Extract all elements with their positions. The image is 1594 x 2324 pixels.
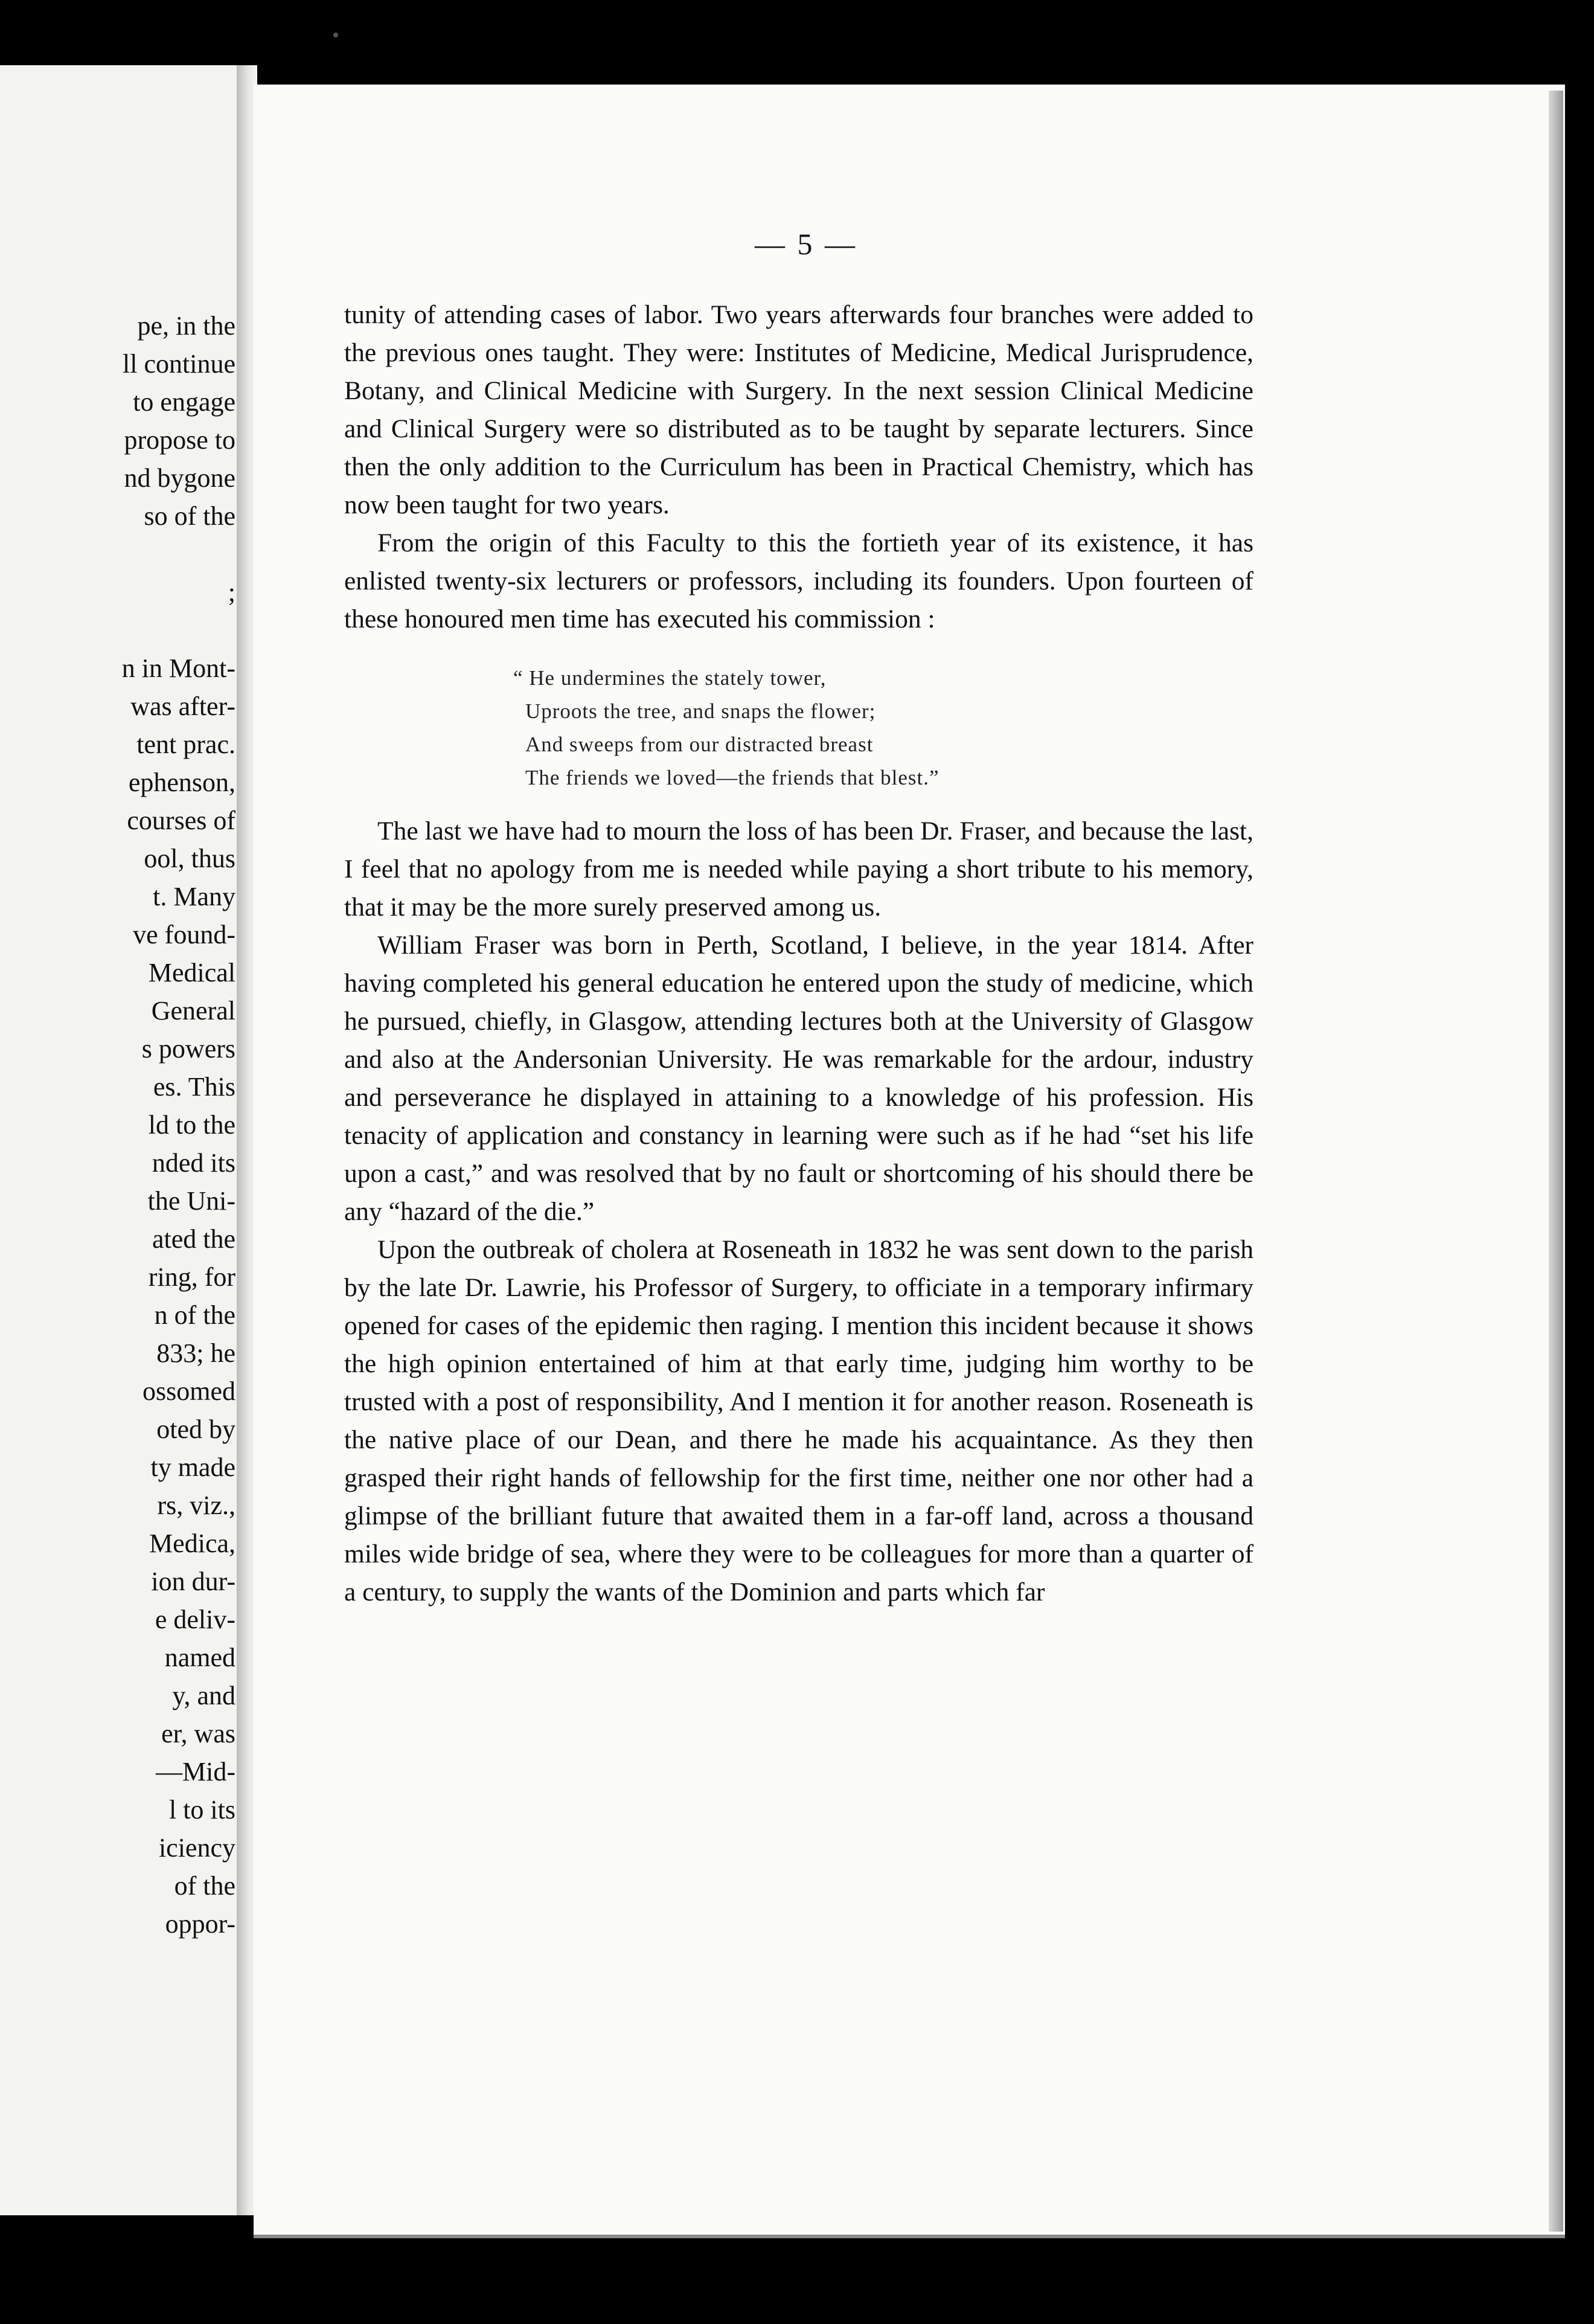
- page-number: — 5 —: [755, 227, 857, 261]
- facing-page-line: Medica,: [149, 1529, 235, 1558]
- facing-page-line: iciency: [158, 1833, 235, 1863]
- facing-page-line: ephenson,: [128, 768, 235, 797]
- facing-page-line: rs, viz.,: [157, 1491, 235, 1520]
- scan-speck: [333, 33, 338, 37]
- facing-page-line: propose to: [124, 425, 235, 455]
- poem-line: And sweeps from our distracted breast: [525, 733, 874, 756]
- facing-page: [0, 65, 240, 2215]
- facing-page-line: 833; he: [156, 1338, 235, 1368]
- facing-page-line: the Uni-: [147, 1186, 235, 1216]
- facing-page-line: ossomed: [142, 1376, 235, 1406]
- poem-line: The friends we loved—the friends that blest.”: [525, 766, 939, 789]
- facing-page-line: ated the: [152, 1224, 235, 1254]
- facing-page-text: [0, 307, 240, 1943]
- facing-page-line: ve found-: [133, 920, 235, 949]
- facing-page-line: pe, in the: [137, 311, 235, 341]
- facing-page-line: es. This: [153, 1072, 235, 1102]
- page-edge: [1549, 91, 1563, 2232]
- paragraph: tunity of attending cases of labor. Two years afterwards four branches were added to the previous ones taught. They were: Institutes of Medicine, Medical Jurisprudence, Botany, and Clinical Medicine with Surgery. In the next session Clinical Medicine and Clinical Surgery were so distributed as to be taught by separate lecturers. Since then the only addition to the Curriculum has been in Practical Chemistry, which has now been taught for two years.: [344, 300, 1253, 519]
- facing-page-line: [0, 611, 235, 649]
- facing-page-line: tent prac.: [136, 730, 235, 759]
- facing-page-line: oppor-: [165, 1909, 235, 1939]
- facing-page-line: n in Mont-: [121, 653, 235, 683]
- facing-page-line: er, was: [161, 1719, 235, 1748]
- facing-page-line: nded its: [152, 1148, 235, 1178]
- paragraph: From the origin of this Faculty to this the fortieth year of its existence, it has enlisted twenty-six lecturers or professors, including its founders. Upon fourteen of these honoured men time has executed his commission :: [344, 528, 1253, 634]
- facing-page-line: so of the: [144, 501, 235, 531]
- facing-page-line: [0, 535, 235, 573]
- facing-page-line: n of the: [154, 1300, 235, 1330]
- paragraph: The last we have had to mourn the loss of has been Dr. Fraser, and because the last, I feel that no apology from me is needed while paying a short tribute to his memory, that it may be the more surely preserved among us.: [344, 817, 1253, 922]
- poem-line: “ He undermines the stately tower,: [513, 666, 827, 690]
- facing-page-line: ion dur-: [151, 1567, 235, 1596]
- facing-page-line: courses of: [127, 806, 235, 835]
- facing-page-line: t. Many: [153, 882, 235, 911]
- facing-page-line: ool, thus: [144, 844, 235, 873]
- facing-page-line: oted by: [156, 1414, 235, 1444]
- facing-page-line: to engage: [133, 387, 235, 417]
- facing-page-line: y, and: [172, 1681, 235, 1710]
- facing-page-line: ring, for: [148, 1262, 235, 1292]
- facing-page-line: s powers: [141, 1034, 235, 1064]
- paragraph: Upon the outbreak of cholera at Roseneath in 1832 he was sent down to the parish by the late Dr. Lawrie, his Professor of Surgery, to officiate in a temporary infirmary opened for cases of the epidemic then raging. I mention this incident because it shows the high opinion entertained of him at that early time, judging him worthy to be trusted with a post of responsibility, And I mention it for another reason. Roseneath is the native place of our Dean, and there he made his acquaintance. As they then grasped their right hands of fellowship for the first time, neither one nor other had a glimpse of the brilliant future that awaited them in a far-off land, across a thousand miles wide bridge of sea, where they were to be colleagues for more than a quarter of a century, to supply the wants of the Dominion and parts which far: [344, 1235, 1253, 1607]
- facing-page-line: ld to the: [148, 1110, 235, 1140]
- facing-page-line: l to its: [168, 1795, 235, 1825]
- page-body: [344, 296, 1253, 1611]
- poem-quote: [344, 661, 1253, 794]
- facing-page-line: named: [164, 1643, 235, 1672]
- facing-page-line: —Mid-: [156, 1757, 235, 1786]
- facing-page-line: Medical: [148, 958, 235, 987]
- facing-page-line: e deliv-: [155, 1605, 235, 1634]
- facing-page-line: of the: [174, 1871, 235, 1901]
- facing-page-line: ;: [228, 577, 235, 607]
- facing-page-line: was after-: [130, 692, 235, 721]
- facing-page-line: ty made: [150, 1452, 235, 1482]
- facing-page-line: General: [151, 996, 235, 1026]
- poem-line: Uproots the tree, and snaps the flower;: [525, 699, 876, 723]
- paragraph: William Fraser was born in Perth, Scotland, I believe, in the year 1814. After having completed his general education he entered upon the study of medicine, which he pursued, chiefly, in Glasgow, attending lectures both at the University of Glasgow and also at the Andersonian University. He was remarkable for the ardour, industry and perseverance he displayed in attaining to a knowledge of his profession. His tenacity of application and constancy in learning were such as if he had “set his life upon a cast,” and was resolved that by no fault or shortcoming of his should there be any “hazard of the die.”: [344, 931, 1253, 1226]
- facing-page-line: nd bygone: [124, 463, 235, 493]
- facing-page-line: ll continue: [123, 349, 235, 379]
